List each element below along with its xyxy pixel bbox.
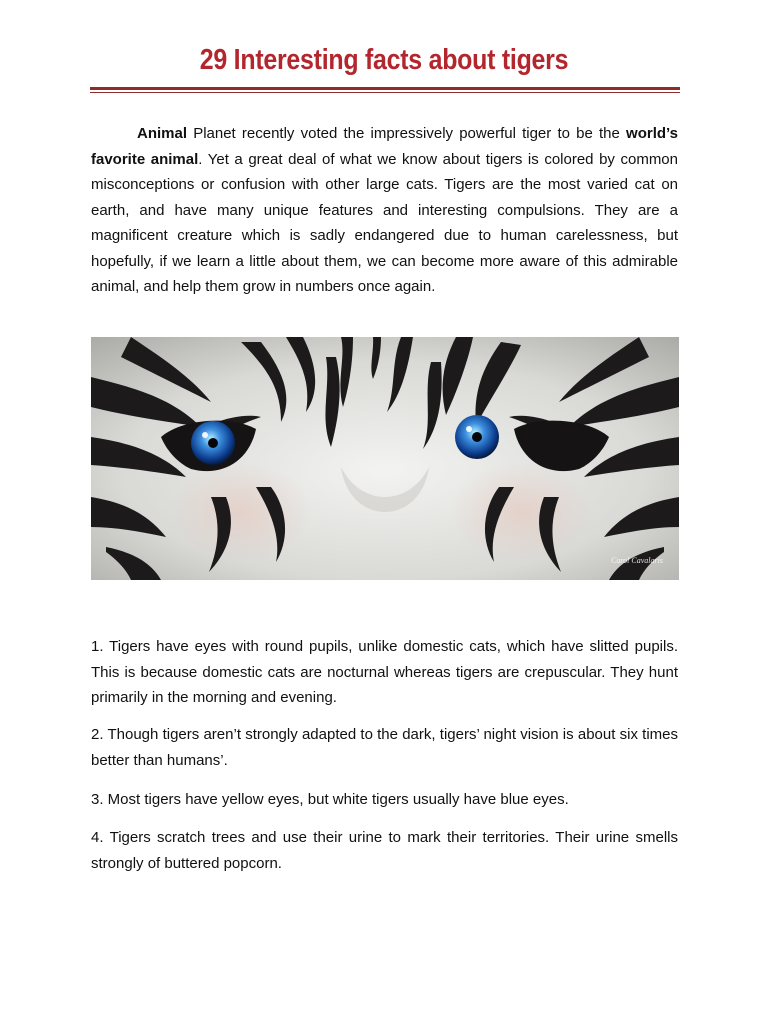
fact-4 bbox=[91, 825, 678, 876]
fact-3 bbox=[91, 787, 678, 813]
intro-bold-favorite: world’s favorite animal bbox=[91, 125, 678, 168]
fact-2 bbox=[91, 722, 678, 773]
intro-bold-animal: Animal bbox=[137, 125, 188, 142]
fact-3-text: Most tigers have yellow eyes, but white tigers usually have blue eyes. bbox=[103, 791, 569, 808]
fact-3-number: 3. bbox=[91, 791, 104, 808]
image-credit: Carol Cavalaris bbox=[611, 556, 663, 565]
page-title: 29 Interesting facts about tigers bbox=[199, 44, 569, 76]
fact-1 bbox=[91, 634, 678, 711]
fact-2-text: Though tigers aren’t strongly adapted to the dark, tigers’ night vision is about six times better than humans’. bbox=[91, 726, 678, 769]
intro-text-1: Planet recently voted the impressively powerful tiger to be the bbox=[187, 125, 627, 142]
intro-paragraph bbox=[91, 121, 678, 300]
fact-2-number: 2. bbox=[91, 726, 104, 743]
title-underline-thick bbox=[90, 87, 680, 90]
title-underline-thin bbox=[90, 92, 680, 93]
fact-4-number: 4. bbox=[91, 829, 104, 846]
fact-1-number: 1. bbox=[91, 638, 104, 655]
fact-1-text: Tigers have eyes with round pupils, unlike domestic cats, which have slitted pupils. This is because domestic cats are nocturnal whereas tigers are crepuscular. They hunt primarily in the morning and evening. bbox=[91, 638, 678, 706]
fact-4-text: Tigers scratch trees and use their urine to mark their territories. Their urine smells strongly of buttered popcorn. bbox=[91, 829, 678, 872]
white-tiger-eyes-image bbox=[91, 337, 679, 580]
intro-text-2: . Yet a great deal of what we know about tigers is colored by common misconceptions or confusion with other large cats. Tigers are the most varied cat on earth, and have many unique features and interesting compulsions. They are a magnificent creature which is sadly endangered due to human carelessness, but hopefully, if we learn a little about them, we can become more aware of this admirable animal, and help them grow in numbers once again. bbox=[91, 150, 678, 295]
